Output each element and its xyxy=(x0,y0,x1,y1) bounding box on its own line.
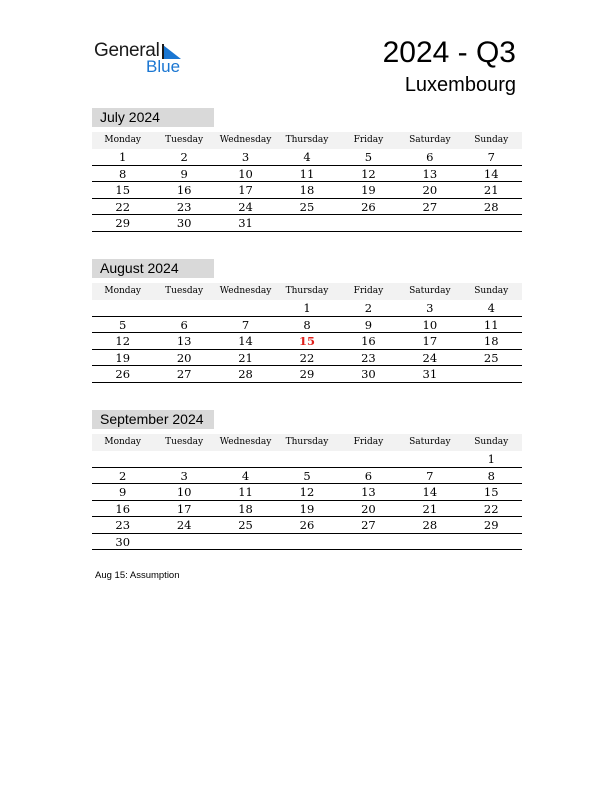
day-cell: 20 xyxy=(361,501,376,516)
day-cell: 22 xyxy=(483,501,499,516)
weekday-label: Thursday xyxy=(285,286,329,296)
day-cell xyxy=(399,534,460,550)
day-cell: 1 xyxy=(119,150,127,164)
weekday-label: Tuesday xyxy=(165,135,204,145)
day-cell: 12 xyxy=(299,485,315,499)
logo-text-general: General xyxy=(94,40,160,61)
week-row xyxy=(92,166,522,183)
day-cell: 7 xyxy=(241,317,250,332)
week-row xyxy=(92,350,522,367)
week-row xyxy=(92,501,522,518)
day-cell: 9 xyxy=(180,166,188,181)
weekday-label: Sunday xyxy=(474,286,509,296)
day-cell: 20 xyxy=(176,350,192,365)
day-cell: 6 xyxy=(426,150,434,164)
day-cell: 3 xyxy=(241,150,250,164)
day-cell: 26 xyxy=(361,199,376,214)
holiday-note: Aug 15: Assumption xyxy=(95,570,180,581)
day-cell: 6 xyxy=(180,317,188,332)
day-cell: 9 xyxy=(364,317,373,332)
day-cell: 17 xyxy=(422,334,438,348)
day-cell: 25 xyxy=(299,199,315,214)
day-cell: 19 xyxy=(361,183,376,197)
day-cell: 7 xyxy=(487,150,495,164)
day-cell: 2 xyxy=(364,301,373,315)
day-cell: 17 xyxy=(238,183,253,197)
day-cell: 13 xyxy=(361,485,376,499)
page-title: 2024 - Q3 xyxy=(382,36,516,69)
day-cell xyxy=(338,534,399,550)
day-cell: 4 xyxy=(487,301,495,315)
weekday-label: Saturday xyxy=(409,286,451,296)
day-cell: 29 xyxy=(115,216,131,230)
day-cell: 28 xyxy=(422,518,438,532)
day-cell: 13 xyxy=(422,166,438,181)
weekday-label: Wednesday xyxy=(219,286,272,296)
day-cell: 2 xyxy=(180,150,188,164)
day-cell: 21 xyxy=(422,501,438,516)
day-cell xyxy=(276,534,337,550)
day-cell: 22 xyxy=(115,199,131,214)
day-cell: 23 xyxy=(361,350,376,365)
day-cell: 4 xyxy=(241,468,250,483)
month-grid xyxy=(92,434,522,550)
week-row xyxy=(92,199,522,216)
day-cell: 20 xyxy=(422,183,438,197)
day-cell: 16 xyxy=(361,334,376,348)
generalblue-logo xyxy=(94,40,194,80)
day-cell: 7 xyxy=(426,468,434,483)
month-grid xyxy=(92,132,522,232)
day-cell xyxy=(461,366,522,382)
weekday-header-row xyxy=(92,283,522,300)
day-cell: 11 xyxy=(299,166,315,181)
day-cell: 18 xyxy=(299,183,315,197)
day-cell: 3 xyxy=(180,468,188,483)
country-name: Luxembourg xyxy=(404,74,516,96)
day-cell: 28 xyxy=(483,199,499,214)
month-block xyxy=(92,410,522,550)
day-cell: 16 xyxy=(176,183,192,197)
holiday-day-cell: 15 xyxy=(298,334,315,348)
day-cell: 10 xyxy=(238,166,253,181)
day-cell: 16 xyxy=(115,501,131,516)
week-row xyxy=(92,149,522,166)
month-block xyxy=(92,259,522,383)
day-cell xyxy=(338,215,399,231)
day-cell xyxy=(338,451,399,467)
day-cell: 10 xyxy=(176,485,192,499)
week-row xyxy=(92,534,522,551)
day-cell: 23 xyxy=(115,518,131,532)
weekday-label: Tuesday xyxy=(165,437,204,447)
day-cell: 5 xyxy=(303,468,311,483)
day-cell: 2 xyxy=(119,468,127,483)
day-cell: 21 xyxy=(238,350,253,365)
weekday-label: Monday xyxy=(104,437,142,447)
day-cell: 27 xyxy=(361,518,376,532)
day-cell: 6 xyxy=(364,468,373,483)
month-title: September 2024 xyxy=(92,410,214,429)
day-cell: 12 xyxy=(361,166,376,181)
day-cell xyxy=(276,451,337,467)
day-cell: 26 xyxy=(115,367,131,381)
day-cell: 30 xyxy=(361,367,376,381)
day-cell: 24 xyxy=(176,518,192,532)
day-cell xyxy=(215,300,276,316)
weekday-label: Friday xyxy=(353,286,384,296)
day-cell: 15 xyxy=(115,183,131,197)
day-cell: 11 xyxy=(483,317,499,332)
day-cell: 14 xyxy=(238,334,253,348)
weekday-label: Tuesday xyxy=(165,286,204,296)
week-row xyxy=(92,468,522,485)
day-cell: 9 xyxy=(119,485,127,499)
weekday-label: Friday xyxy=(353,437,384,447)
day-cell: 14 xyxy=(422,485,438,499)
day-cell: 31 xyxy=(422,367,438,381)
day-cell: 1 xyxy=(487,452,495,466)
day-cell: 5 xyxy=(364,150,373,164)
day-cell: 19 xyxy=(299,501,315,516)
week-row xyxy=(92,215,522,232)
day-cell xyxy=(276,215,337,231)
day-cell: 11 xyxy=(238,485,253,499)
day-cell: 22 xyxy=(299,350,315,365)
day-cell: 29 xyxy=(483,518,499,532)
week-row xyxy=(92,366,522,383)
day-cell xyxy=(92,451,153,467)
day-cell: 25 xyxy=(238,518,253,532)
weekday-label: Wednesday xyxy=(219,135,272,145)
week-row xyxy=(92,182,522,199)
day-cell xyxy=(215,451,276,467)
day-cell xyxy=(153,300,214,316)
day-cell xyxy=(215,534,276,550)
day-cell: 8 xyxy=(303,317,311,332)
day-cell: 18 xyxy=(483,334,499,348)
weekday-label: Wednesday xyxy=(219,437,272,447)
weekday-label: Friday xyxy=(353,135,384,145)
day-cell: 30 xyxy=(115,534,131,549)
day-cell: 19 xyxy=(115,350,131,365)
logo-text-blue: Blue xyxy=(146,57,181,76)
day-cell xyxy=(92,300,153,316)
day-cell: 4 xyxy=(303,150,311,164)
day-cell: 27 xyxy=(422,199,438,214)
day-cell: 25 xyxy=(483,350,499,365)
week-row xyxy=(92,300,522,317)
day-cell: 15 xyxy=(483,485,499,499)
day-cell: 8 xyxy=(487,468,495,483)
week-row xyxy=(92,451,522,468)
day-cell xyxy=(153,451,214,467)
month-title: August 2024 xyxy=(92,259,214,278)
weekday-label: Monday xyxy=(104,135,142,145)
day-cell: 3 xyxy=(426,301,434,315)
weekday-header-row xyxy=(92,132,522,149)
month-grid xyxy=(92,283,522,383)
weekday-label: Saturday xyxy=(409,437,451,447)
week-row xyxy=(92,317,522,334)
day-cell: 31 xyxy=(238,216,253,230)
day-cell xyxy=(461,215,522,231)
week-row xyxy=(92,484,522,501)
day-cell: 1 xyxy=(303,301,311,315)
day-cell xyxy=(461,534,522,550)
day-cell: 14 xyxy=(483,166,499,181)
day-cell: 23 xyxy=(176,199,192,214)
day-cell xyxy=(399,215,460,231)
day-cell: 18 xyxy=(238,501,253,516)
weekday-label: Thursday xyxy=(285,135,329,145)
day-cell: 21 xyxy=(483,183,499,197)
day-cell: 29 xyxy=(299,367,315,381)
day-cell: 30 xyxy=(176,216,192,230)
weekday-label: Saturday xyxy=(409,135,451,145)
weekday-label: Sunday xyxy=(474,437,509,447)
day-cell: 24 xyxy=(238,199,253,214)
month-title: July 2024 xyxy=(92,108,214,127)
weekday-header-row xyxy=(92,434,522,451)
day-cell: 17 xyxy=(176,501,192,516)
week-row xyxy=(92,333,522,350)
day-cell: 5 xyxy=(119,317,127,332)
day-cell: 10 xyxy=(422,317,438,332)
month-block xyxy=(92,108,522,232)
day-cell xyxy=(399,451,460,467)
day-cell: 28 xyxy=(238,367,253,381)
weekday-label: Monday xyxy=(104,286,142,296)
day-cell: 13 xyxy=(176,334,192,348)
day-cell: 8 xyxy=(119,166,127,181)
day-cell: 27 xyxy=(176,367,192,381)
weekday-label: Sunday xyxy=(474,135,509,145)
day-cell: 26 xyxy=(299,518,315,532)
day-cell: 24 xyxy=(422,350,438,365)
day-cell: 12 xyxy=(115,334,131,348)
week-row xyxy=(92,517,522,534)
weekday-label: Thursday xyxy=(285,437,329,447)
day-cell xyxy=(153,534,214,550)
